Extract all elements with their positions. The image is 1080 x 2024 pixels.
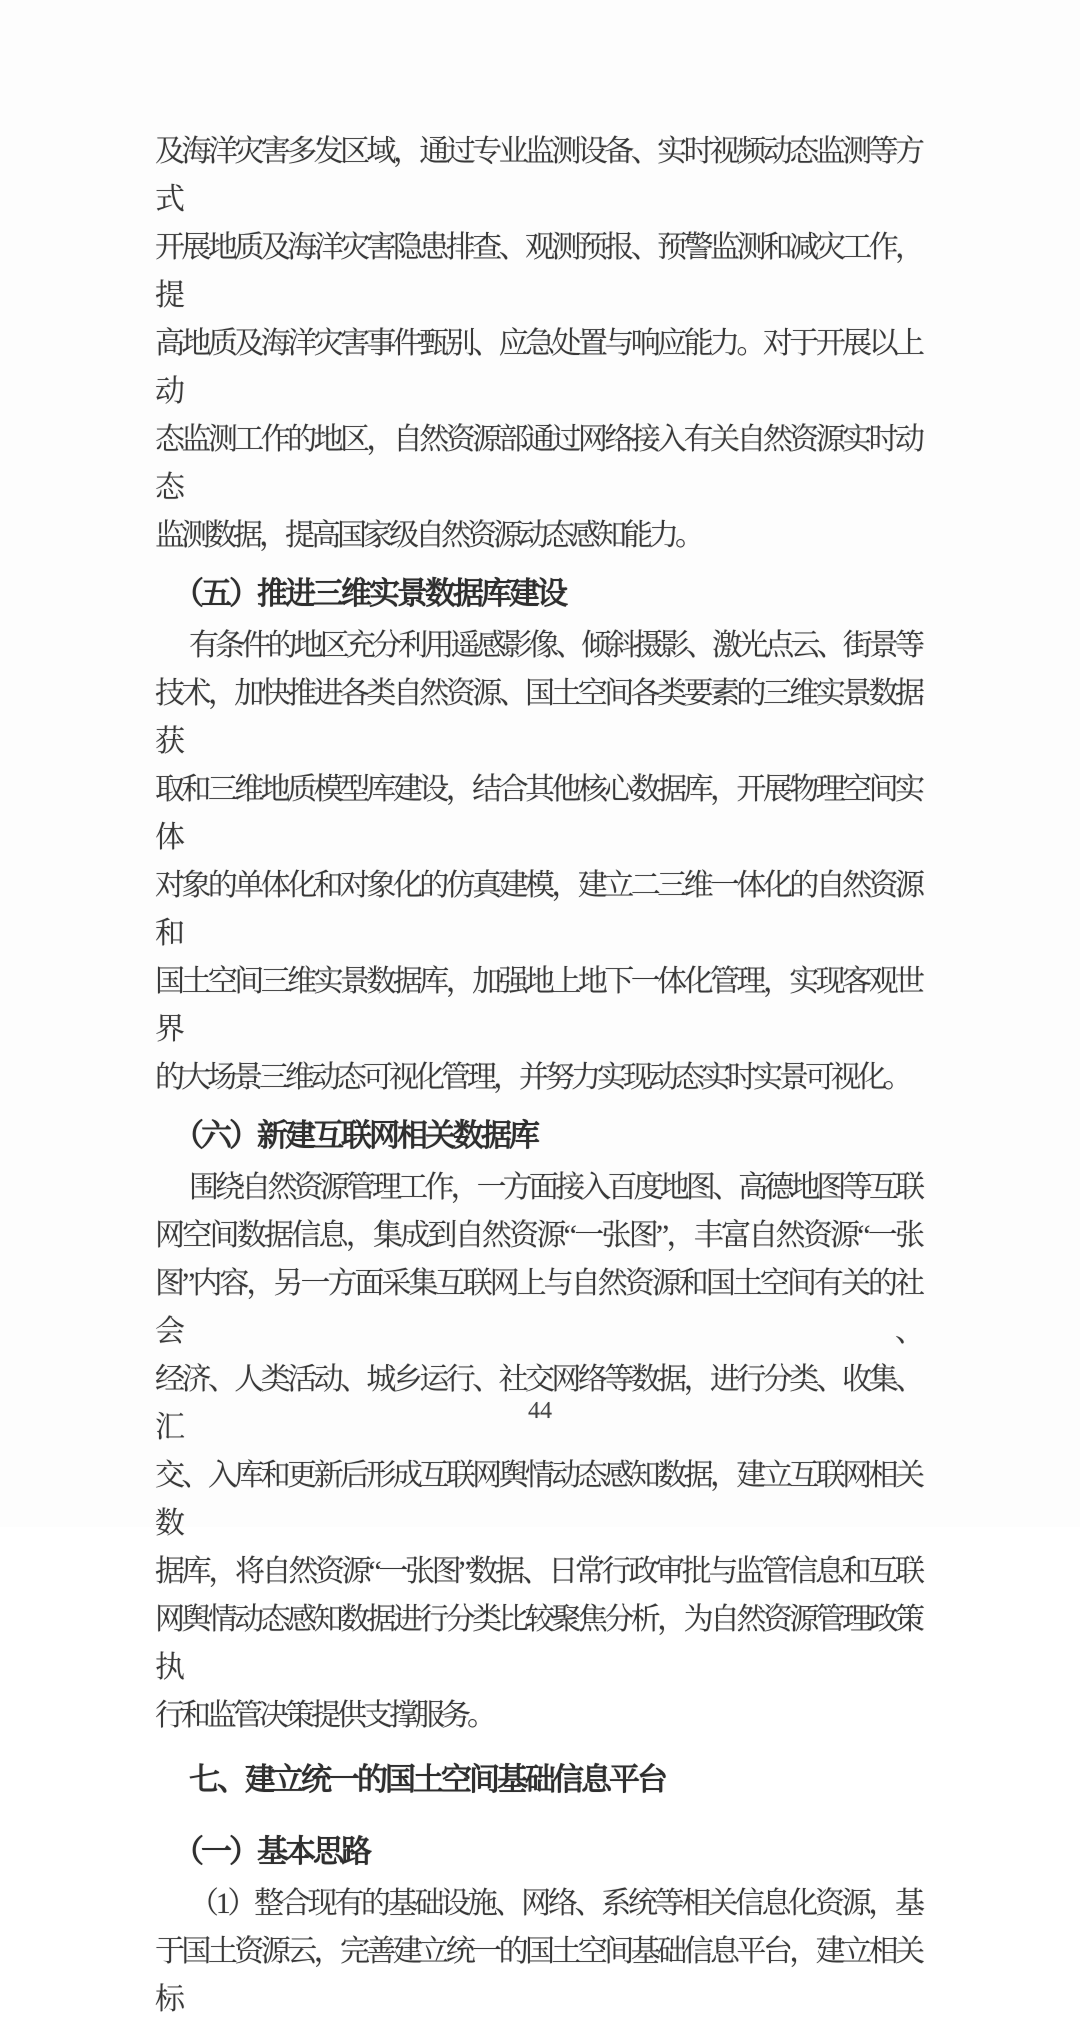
paragraph-internet-database <box>155 1164 921 1740</box>
text-line: 态监测工作的地区，自然资源部通过网络接入有关自然资源实时动态 <box>155 423 921 504</box>
text-line: 交、入库和更新后形成互联网舆情动态感知数据，建立互联网相关数 <box>155 1459 921 1540</box>
text-line: 对象的单体化和对象化的仿真建模，建立二三维一体化的自然资源和 <box>155 869 921 950</box>
text-line: 高地质及海洋灾害事件甄别、应急处置与响应能力。对于开展以上动 <box>155 327 921 408</box>
text-line: 有条件的地区充分利用遥感影像、倾斜摄影、激光点云、街景等 <box>189 629 921 662</box>
text-line: 行和监管决策提供支撑服务。 <box>155 1699 493 1732</box>
paragraph-disaster-monitoring <box>155 128 921 560</box>
heading-chapter-7: 七、建立统一的国土空间基础信息平台 <box>189 1762 665 1797</box>
text-line: 网舆情动态感知数据进行分类比较聚焦分析，为自然资源管理政策执 <box>155 1603 921 1684</box>
text-line: （1）整合现有的基础设施、网络、系统等相关信息化资源，基 <box>189 1887 921 1920</box>
page-number: 44 <box>528 1398 552 1424</box>
text-line: 国土空间三维实景数据库，加强地上地下一体化管理，实现客观世界 <box>155 965 921 1046</box>
text-line: 经济、人类活动、城乡运行、社交网络等数据，进行分类、收集、汇 <box>155 1363 921 1444</box>
paragraph-platform-integration <box>155 1880 921 2024</box>
text-line: 围绕自然资源管理工作，一方面接入百度地图、高德地图等互联 <box>189 1171 921 1204</box>
text-line: 网空间数据信息，集成到自然资源“一张图”，丰富自然资源“一张 <box>155 1219 921 1252</box>
document-content <box>155 128 921 2024</box>
text-line: 及海洋灾害多发区域，通过专业监测设备、实时视频动态监测等方式 <box>155 135 921 216</box>
text-line: 监测数据，提高国家级自然资源动态感知能力。 <box>155 519 701 552</box>
heading-section-1-basic-thinking: （一）基本思路 <box>173 1834 369 1869</box>
heading-section-5: （五）推进三维实景数据库建设 <box>173 576 565 611</box>
text-line: 技术，加快推进各类自然资源、国土空间各类要素的三维实景数据获 <box>155 677 921 758</box>
text-line: 取和三维地质模型库建设，结合其他核心数据库，开展物理空间实体 <box>155 773 921 854</box>
text-line: 据库，将自然资源“一张图”数据、日常行政审批与监管信息和互联 <box>155 1555 921 1588</box>
text-line: 的大场景三维动态可视化管理，并努力实现动态实时实景可视化。 <box>155 1061 909 1094</box>
text-line: 图”内容，另一方面采集互联网上与自然资源和国土空间有关的社会、 <box>155 1267 921 1348</box>
text-line: 开展地质及海洋灾害隐患排查、观测预报、预警监测和减灾工作，提 <box>155 231 921 312</box>
heading-section-6: （六）新建互联网相关数据库 <box>173 1118 537 1153</box>
paragraph-3d-realscene-database <box>155 622 921 1102</box>
text-line: 于国土资源云，完善建立统一的国土空间基础信息平台，建立相关标 <box>155 1935 921 2016</box>
